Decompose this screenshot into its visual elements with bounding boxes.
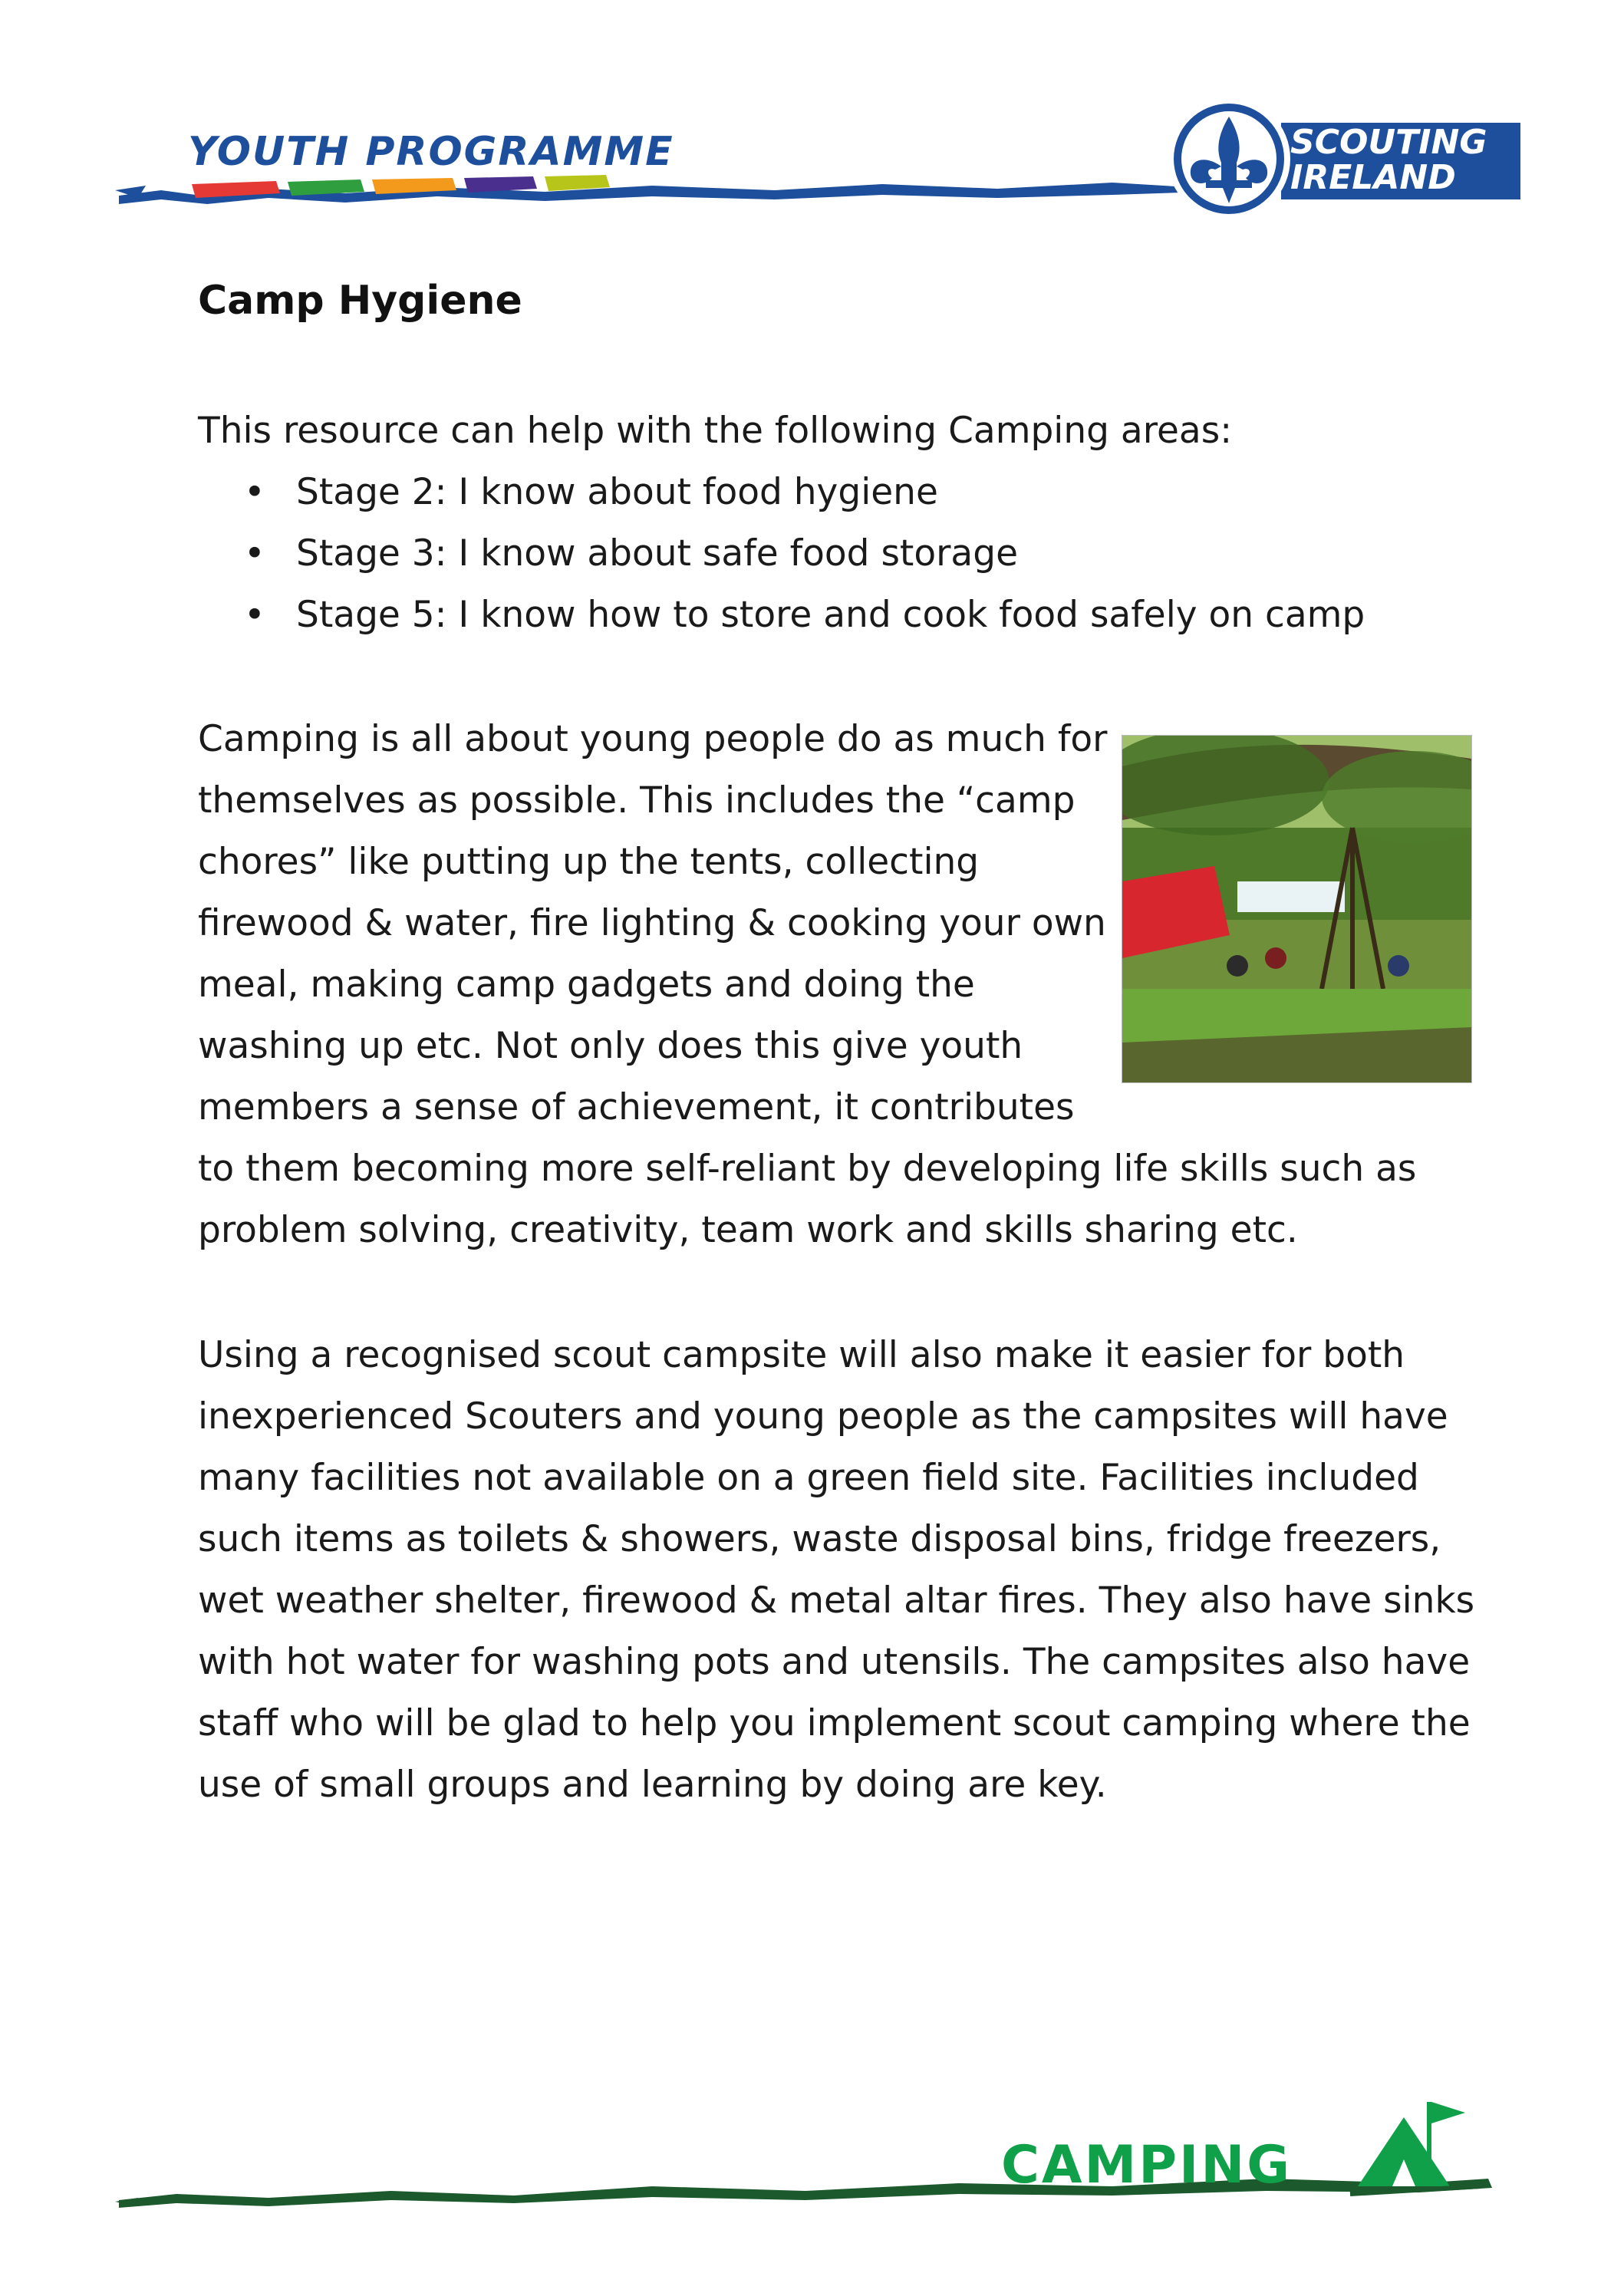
camp-photo	[1122, 735, 1472, 1083]
list-item: • Stage 3: I know about safe food storage	[198, 523, 1502, 585]
fleur-de-lis-icon	[1168, 97, 1290, 220]
footer-brush-line	[115, 2071, 1527, 2225]
camping-section-label: CAMPING	[1001, 2135, 1293, 2196]
camping-areas-list	[198, 462, 1502, 646]
scouting-ireland-line1: SCOUTING	[1290, 123, 1487, 162]
list-item: • Stage 2: I know about food hygiene	[198, 462, 1502, 523]
body-paragraph-2: Using a recognised scout campsite will also make it easier for both inexperienced Scouters and young people as the campsites will have many facilities not available on a green field site. Facilities included such items as toilets & showers, waste disposal bins, fridge freezers, wet weather shelter, firewood & metal altar fires. They also have sinks with hot water for washing pots and utensils. The campsites also have staff who will be glad to help you implement scout camping where the use of small groups and learning by doing are key.	[198, 1334, 1475, 1806]
paragraph-1-text: Camping is all about young people do as much for themselves as possible. This includes the “camp chores” like putting up the tents, collecting firewood & water, fire lighting & cooking your own meal, making camp gadgets and doing the washing up etc. Not only does this give youth members a sense of achievement, it contributes to them becoming more self-reliant by developing life skills such as problem solving, creativity, team work and skills sharing etc.	[198, 718, 1417, 1251]
page-title: Camp Hygiene	[198, 278, 522, 324]
list-item: • Stage 5: I know how to store and cook food safely on camp	[198, 585, 1502, 646]
tent-flag-icon	[1350, 2102, 1481, 2194]
scouting-ireland-line2: IRELAND	[1290, 158, 1456, 197]
youth-programme-title: YOUTH PROGRAMME	[188, 129, 674, 175]
intro-text: This resource can help with the following Camping areas:	[198, 410, 1233, 452]
